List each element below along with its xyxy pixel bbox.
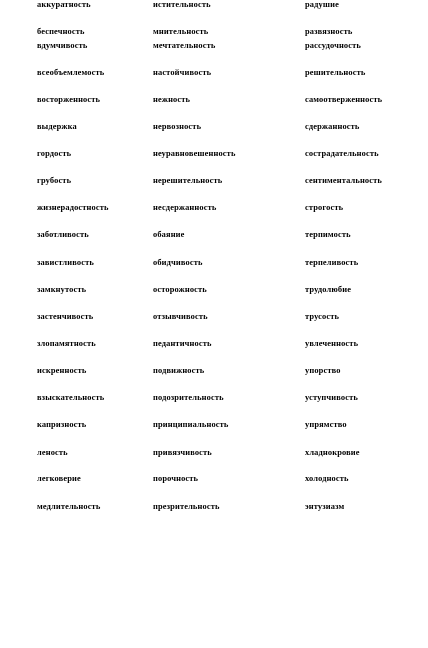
- word-row: [0, 41, 428, 55]
- word-row: [0, 474, 428, 488]
- word-cell: терпимость: [305, 230, 351, 239]
- word-cell: завистливость: [37, 258, 94, 267]
- word-cell: грубость: [37, 176, 72, 185]
- word-cell: привязчивость: [153, 448, 212, 457]
- word-cell: обаяние: [153, 230, 185, 239]
- word-cell: леность: [37, 448, 68, 457]
- word-cell: отзывчивость: [153, 312, 208, 321]
- word-cell: педантичность: [153, 339, 212, 348]
- word-row: [0, 393, 428, 407]
- word-row: [0, 312, 428, 326]
- word-cell: застенчивость: [37, 312, 94, 321]
- word-cell: жизнерадостность: [37, 203, 109, 212]
- word-row: [0, 448, 428, 462]
- word-cell: осторожность: [153, 285, 207, 294]
- word-cell: трусость: [305, 312, 340, 321]
- word-row: [0, 258, 428, 272]
- word-cell: сентиментальность: [305, 176, 382, 185]
- word-cell: презрительность: [153, 502, 220, 511]
- word-cell: беспечность: [37, 27, 85, 36]
- word-cell: медлительность: [37, 502, 101, 511]
- word-cell: рассудочность: [305, 41, 361, 50]
- word-cell: терпеливость: [305, 258, 359, 267]
- word-cell: энтузиазм: [305, 502, 345, 511]
- word-cell: строгость: [305, 203, 344, 212]
- word-row: [0, 502, 428, 516]
- word-cell: решительность: [305, 68, 366, 77]
- word-row: [0, 122, 428, 136]
- word-cell: заботливость: [37, 230, 89, 239]
- word-row: [0, 230, 428, 244]
- word-cell: неуравновешенность: [153, 149, 236, 158]
- word-cell: искренность: [37, 366, 87, 375]
- word-cell: мечтательность: [153, 41, 216, 50]
- word-cell: легковерие: [37, 474, 81, 483]
- word-cell: взыскательность: [37, 393, 105, 402]
- word-cell: радушие: [305, 0, 339, 9]
- word-row: [0, 420, 428, 434]
- word-cell: гордость: [37, 149, 72, 158]
- word-row: [0, 203, 428, 217]
- word-cell: принципиальность: [153, 420, 229, 429]
- word-cell: сострадательность: [305, 149, 379, 158]
- word-cell: капризность: [37, 420, 87, 429]
- word-cell: нерешительность: [153, 176, 223, 185]
- word-cell: порочность: [153, 474, 199, 483]
- word-cell: несдержанность: [153, 203, 217, 212]
- word-row: [0, 366, 428, 380]
- word-row: [0, 176, 428, 190]
- word-row: [0, 68, 428, 82]
- word-cell: восторженность: [37, 95, 101, 104]
- word-cell: замкнутость: [37, 285, 87, 294]
- word-row: [0, 27, 428, 41]
- word-cell: увлеченность: [305, 339, 359, 348]
- word-row: [0, 285, 428, 299]
- word-cell: подозрительность: [153, 393, 224, 402]
- word-cell: трудолюбие: [305, 285, 352, 294]
- word-row: [0, 95, 428, 109]
- word-cell: мнительность: [153, 27, 209, 36]
- word-cell: всеобъемлемость: [37, 68, 105, 77]
- word-cell: настойчивость: [153, 68, 212, 77]
- word-cell: нервозность: [153, 122, 202, 131]
- word-cell: злопамятность: [37, 339, 96, 348]
- word-cell: нежность: [153, 95, 191, 104]
- word-cell: истительность: [153, 0, 211, 9]
- word-cell: холодность: [305, 474, 349, 483]
- word-cell: уступчивость: [305, 393, 358, 402]
- word-cell: аккуратность: [37, 0, 91, 9]
- word-cell: упорство: [305, 366, 341, 375]
- word-row: [0, 0, 428, 14]
- word-cell: развязность: [305, 27, 353, 36]
- word-cell: вдумчивость: [37, 41, 88, 50]
- word-cell: обидчивость: [153, 258, 203, 267]
- word-row: [0, 339, 428, 353]
- word-cell: самоотверженность: [305, 95, 383, 104]
- word-cell: сдержанность: [305, 122, 360, 131]
- word-cell: хладнокровие: [305, 448, 360, 457]
- word-row: [0, 149, 428, 163]
- word-cell: выдержка: [37, 122, 77, 131]
- word-cell: подвижность: [153, 366, 205, 375]
- word-cell: упрямство: [305, 420, 347, 429]
